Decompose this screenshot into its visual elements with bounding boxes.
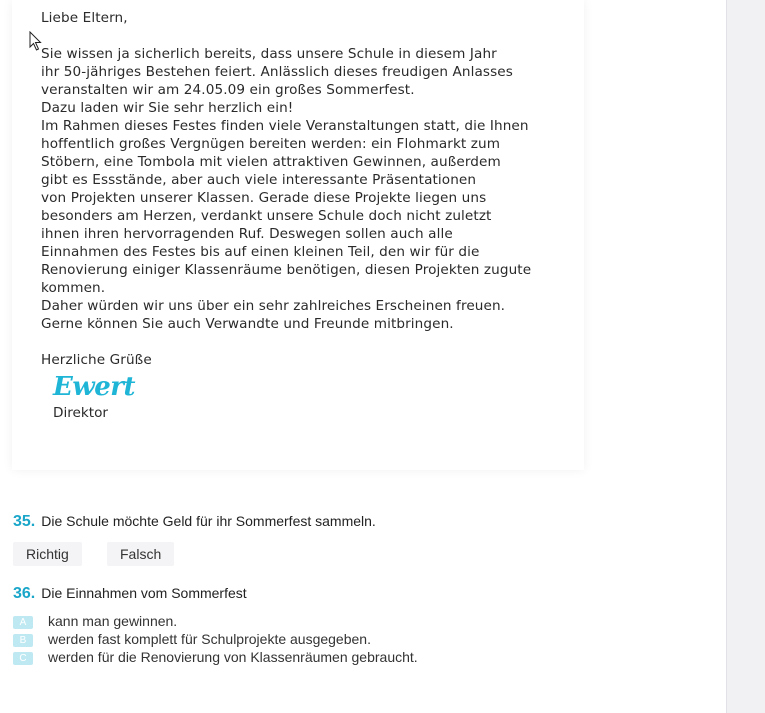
answer-option-a[interactable] — [13, 613, 177, 630]
signature: Ewert — [53, 372, 135, 402]
answer-letter-badge: C — [13, 652, 33, 665]
letter-image — [12, 0, 584, 470]
question-text: Die Einnahmen vom Sommerfest — [41, 585, 247, 601]
letter-line: Gerne können Sie auch Verwandte und Freunde mitbringen. — [41, 316, 454, 332]
letter-line: besonders am Herzen, verdankt unsere Schule doch nicht zuletzt — [41, 208, 492, 224]
letter-line: ihr 50-jähriges Bestehen feiert. Anlässlich dieses freudigen Anlasses — [41, 64, 513, 80]
answer-option-c[interactable] — [13, 649, 418, 666]
question-number: 36. — [13, 585, 36, 602]
letter-line: hoffentlich großes Vergnügen bereiten werden: ein Flohmarkt zum — [41, 136, 501, 152]
signer-title: Direktor — [53, 405, 109, 421]
letter-line: Renovierung einiger Klassenräume benötigen, diesen Projekten zugute — [41, 262, 532, 278]
answer-option-b[interactable] — [13, 631, 371, 648]
answer-letter-badge: A — [13, 616, 33, 629]
richtig-button[interactable]: Richtig — [13, 542, 82, 566]
letter-line: kommen. — [41, 280, 106, 296]
letter-body — [41, 9, 581, 369]
right-scroll-gutter — [726, 0, 765, 713]
falsch-button[interactable]: Falsch — [107, 542, 174, 566]
letter-line: ihnen ihren hervorragenden Ruf. Deswegen sollen auch alle — [41, 226, 453, 242]
letter-line: gibt es Essstände, aber auch viele interessante Präsentationen — [41, 172, 477, 188]
question-number: 35. — [13, 513, 36, 530]
question-35 — [13, 513, 376, 531]
letter-line: Stöbern, eine Tombola mit vielen attraktiven Gewinnen, außerdem — [41, 154, 501, 170]
letter-line: Im Rahmen dieses Festes finden viele Veranstaltungen statt, die Ihnen — [41, 118, 529, 134]
answer-text: werden fast komplett für Schulprojekte ausgegeben. — [48, 631, 371, 647]
question-36 — [13, 585, 247, 603]
letter-line: Einnahmen des Festes bis auf einen kleinen Teil, den wir für die — [41, 244, 480, 260]
letter-line: Sie wissen ja sicherlich bereits, dass unsere Schule in diesem Jahr — [41, 46, 497, 62]
letter-salutation: Liebe Eltern, — [41, 10, 128, 26]
letter-line: von Projekten unserer Klassen. Gerade diese Projekte liegen uns — [41, 190, 487, 206]
answer-text: kann man gewinnen. — [48, 613, 178, 629]
mouse-pointer-icon — [29, 31, 43, 51]
letter-line: Dazu laden wir Sie sehr herzlich ein! — [41, 100, 294, 116]
question-text: Die Schule möchte Geld für ihr Sommerfest sammeln. — [41, 513, 376, 529]
letter-line: veranstalten wir am 24.05.09 ein großes Sommerfest. — [41, 82, 415, 98]
letter-line: Daher würden wir uns über ein sehr zahlreiches Erscheinen freuen. — [41, 298, 506, 314]
letter-closing: Herzliche Grüße — [41, 352, 152, 368]
answer-text: werden für die Renovierung von Klassenräumen gebraucht. — [48, 649, 418, 665]
answer-letter-badge: B — [13, 634, 33, 647]
